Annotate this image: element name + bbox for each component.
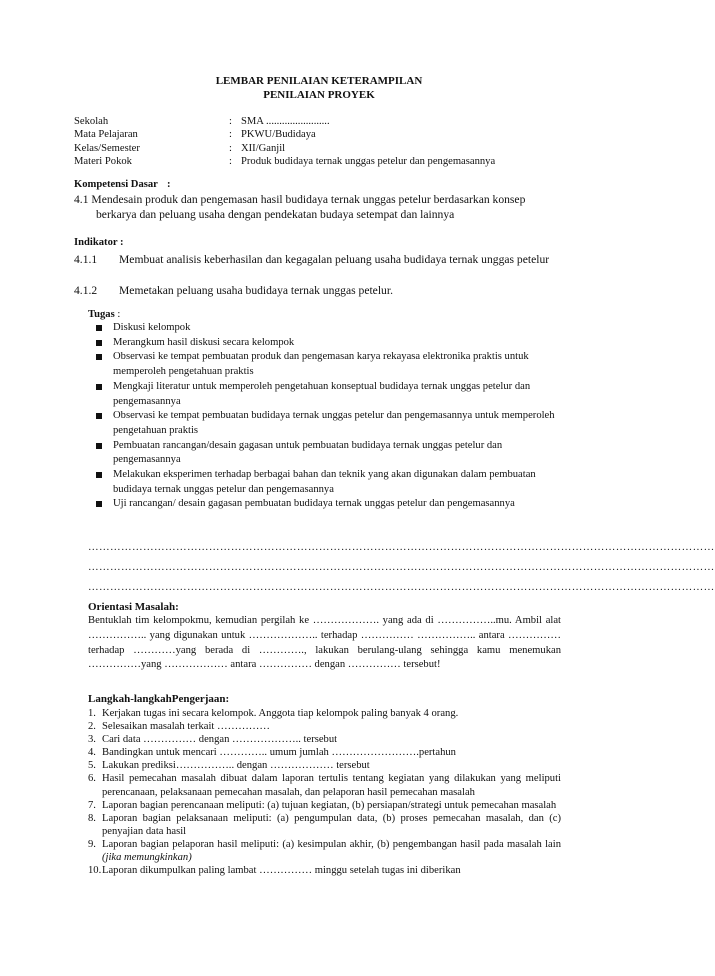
steps-list — [88, 707, 561, 877]
square-bullet-icon — [96, 472, 102, 478]
step-number: 1. — [88, 708, 96, 719]
info-colon: : — [229, 156, 232, 168]
indicator-text: Memetakan peluang usaha budidaya ternak unggas petelur. — [119, 284, 393, 297]
indicator-number: 4.1.1 — [74, 253, 98, 266]
info-row-topic — [74, 155, 574, 168]
square-bullet-icon — [96, 340, 102, 346]
info-label: Sekolah — [74, 116, 109, 127]
step-number: 2. — [88, 721, 96, 733]
competency-text — [74, 192, 566, 222]
list-item — [88, 838, 561, 864]
info-colon: : — [229, 142, 232, 154]
task-heading — [88, 308, 120, 322]
info-row-subject — [74, 128, 574, 141]
task-text: Observasi ke tempat pembuatan produk dan pengemasan karya rekayasa elektronika praktis untuk memperoleh pengetahuan praktis — [113, 351, 529, 378]
competency-body: 4.1 Mendesain produk dan pengemasan hasil budidaya ternak unggas petelur berdasarkan konsep berkarya dan peluang usaha dengan pendekatan budaya setempat dan lainnya — [74, 193, 526, 221]
task-list — [95, 321, 565, 512]
square-bullet-icon — [96, 501, 102, 507]
step-text: Bandingkan untuk mencari ………….. umum jumlah …………………….pertahun — [102, 747, 456, 759]
task-text: Merangkum hasil diskusi secara kelompok — [113, 336, 295, 348]
info-label: Kelas/Semester — [74, 142, 140, 154]
square-bullet-icon — [96, 325, 102, 331]
info-value: SMA ........................ — [241, 116, 330, 127]
step-number: 5. — [88, 760, 96, 772]
info-label: Materi Pokok — [74, 156, 132, 168]
orientation-text: Bentuklah tim kelompokmu, kemudian pergilah ke ………………. yang ada di ……………..mu. Ambil alat …………….. yang digunakan untuk ……………….. terhadap …………… …………….. antara …………… terhadap …………yang berada di …………., lakukan berulang-ulang sehingga kamu menemukan ……………yang ……………… antara …………… dengan …………… tersebut! — [88, 615, 561, 671]
step-text: Hasil pemecahan masalah dibuat dalam laporan tertulis tentang kegiatan yang dilakukan yang meliputi perencanaan, pelaksanaan pemecahan masalah, dan pelaporan hasil pemecahan masalah — [102, 773, 561, 798]
list-item — [88, 812, 561, 838]
step-number: 7. — [88, 799, 96, 811]
list-item — [88, 864, 561, 877]
dotted-fill-line: ……………………………………………………………………………………………………………………………………………………… — [88, 582, 715, 593]
step-text: Lakukan prediksi…………….. dengan ……………… tersebut — [102, 760, 370, 772]
step-text: Cari data …………… dengan ……………….. tersebut — [102, 734, 338, 746]
dotted-fill-line: ……………………………………………………………………………………………………………………………………………………… — [88, 542, 715, 553]
task-text: Uji rancangan/ desain gagasan pembuatan budidaya ternak unggas petelur dan pengemasannya — [113, 498, 515, 510]
square-bullet-icon — [96, 443, 102, 449]
list-item — [88, 746, 561, 759]
list-item — [88, 799, 561, 812]
info-row-class — [74, 142, 574, 155]
indicator-item — [74, 252, 566, 267]
info-value: XII/Ganjil — [241, 142, 286, 154]
info-value: PKWU/Budidaya — [241, 129, 316, 141]
step-text: Kerjakan tugas ini secara kelompok. Anggota tiap kelompok paling banyak 4 orang. — [102, 708, 459, 719]
list-item — [95, 409, 565, 438]
step-text: Laporan bagian perencanaan meliputi: (a) tujuan kegiatan, (b) persiapan/strategi untuk pemecahan masalah — [102, 799, 557, 811]
task-heading-colon: : — [114, 309, 121, 320]
task-text: Observasi ke tempat pembuatan budidaya ternak unggas petelur dan pengemasannya untuk memperoleh pengetahuan praktis — [113, 410, 555, 436]
document-title: LEMBAR PENILAIAN KETERAMPILAN — [215, 75, 423, 87]
list-item — [88, 759, 561, 772]
task-heading-text: Tugas — [88, 309, 115, 320]
step-number: 4. — [88, 747, 96, 759]
step-number: 9. — [88, 838, 96, 850]
square-bullet-icon — [96, 413, 102, 419]
list-item — [95, 321, 565, 336]
competency-heading-text: Kompetensi Dasar — [74, 179, 158, 190]
competency-heading — [74, 178, 171, 192]
square-bullet-icon — [96, 384, 102, 390]
step-number: 6. — [88, 773, 96, 785]
info-value: Produk budidaya ternak unggas petelur dan pengemasannya — [241, 156, 496, 168]
info-label: Mata Pelajaran — [74, 129, 138, 141]
steps-heading: Langkah-langkahPengerjaan: — [88, 693, 230, 705]
competency-colon: : — [167, 179, 171, 190]
task-text: Mengkaji literatur untuk memperoleh pengetahuan konseptual budidaya ternak unggas petelur dan pengemasannya — [113, 380, 531, 407]
task-text: Diskusi kelompok — [113, 322, 191, 333]
list-item — [95, 380, 565, 409]
list-item — [88, 772, 561, 798]
info-row-school — [74, 115, 574, 128]
step-text: Laporan bagian pelaksanaan meliputi: (a) pengumpulan data, (b) proses pemecahan masalah, dan (c) penyajian data hasil — [102, 812, 561, 837]
task-text: Pembuatan rancangan/desain gagasan untuk pembuatan budidaya ternak unggas petelur dan pengemasannya — [113, 439, 503, 466]
info-colon: : — [229, 129, 232, 141]
list-item — [95, 439, 565, 468]
step-number: 10. — [88, 865, 102, 877]
list-item — [95, 497, 565, 512]
task-text: Melakukan eksperimen terhadap berbagai bahan dan teknik yang akan digunakan dalam pembuatan budidaya ternak unggas petelur dan pengemasannya — [113, 469, 536, 495]
list-item — [88, 733, 561, 746]
indicator-heading: Indikator : — [74, 237, 124, 248]
list-item — [95, 350, 565, 379]
step-number: 8. — [88, 812, 96, 824]
indicator-text: Membuat analisis keberhasilan dan kegagalan peluang usaha budidaya ternak unggas petelur — [119, 253, 550, 266]
square-bullet-icon — [96, 354, 102, 360]
step-text: Selesaikan masalah terkait …………… — [102, 721, 270, 733]
info-colon: : — [229, 116, 232, 127]
list-item — [95, 336, 565, 351]
list-item — [95, 468, 565, 497]
step-italic-note: (jika memungkinkan) — [102, 852, 192, 864]
step-text: Laporan dikumpulkan paling lambat …………… minggu setelah tugas ini diberikan — [102, 865, 461, 877]
identity-table — [74, 115, 574, 169]
step-number: 3. — [88, 734, 96, 746]
orientation-heading: Orientasi Masalah: — [88, 601, 179, 613]
list-item — [88, 707, 561, 720]
indicator-number: 4.1.2 — [74, 284, 98, 297]
document-subtitle: PENILAIAN PROYEK — [263, 89, 375, 101]
indicator-item — [74, 283, 566, 298]
list-item — [88, 720, 561, 733]
step-text: Laporan bagian pelaporan hasil meliputi: (a) kesimpulan akhir, (b) pengembangan hasil pada masalah lain — [102, 838, 561, 850]
dotted-fill-line: ……………………………………………………………………………………………………………………………………………………… — [88, 562, 715, 573]
